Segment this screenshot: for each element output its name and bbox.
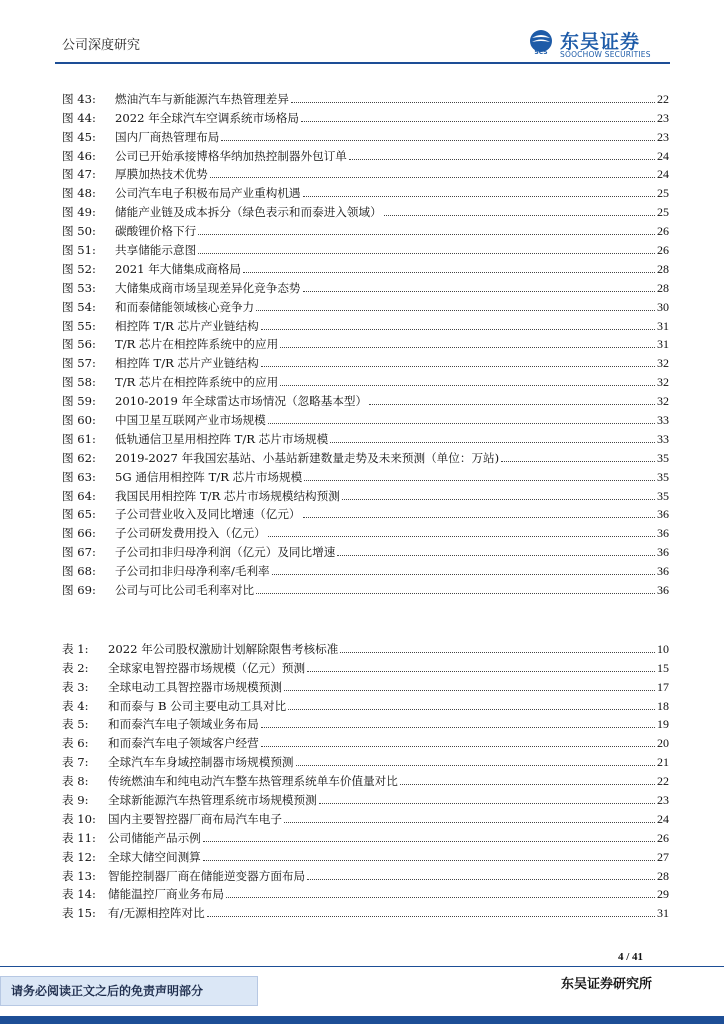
dot-leader [288, 709, 655, 710]
footer-rule [0, 966, 724, 967]
entry-label: 图 64: [62, 488, 96, 503]
entry-title: 2022 年全球汽车空调系统市场格局 [115, 110, 299, 125]
dot-leader [261, 329, 655, 330]
entry-label: 图 61: [62, 431, 96, 446]
dot-leader [280, 347, 655, 348]
toc-entry[interactable] [62, 200, 669, 219]
toc-entry[interactable] [62, 333, 669, 352]
entry-title: 子公司扣非归母净利率/毛利率 [115, 564, 270, 579]
entry-title: 公司与可比公司毛利率对比 [115, 583, 255, 598]
logo-text-en: SOOCHOW SECURITIES [560, 50, 651, 59]
entry-title: 和而泰与 B 公司主要电动工具对比 [108, 698, 287, 713]
entry-label: 图 45: [62, 129, 96, 144]
entry-title: 和而泰储能领域核心竞争力 [115, 299, 255, 314]
dot-leader [256, 310, 655, 311]
entry-label: 表 3: [62, 679, 89, 694]
entry-label: 表 14: [62, 887, 96, 902]
entry-label: 表 9: [62, 793, 89, 808]
entry-title: 传统燃油车和纯电动汽车整车热管理系统单车价值量对比 [108, 774, 398, 789]
entry-page: 18 [657, 698, 669, 713]
entry-label: 表 1: [62, 641, 89, 656]
entry-page: 28 [657, 868, 669, 883]
logo-mark-icon [527, 29, 555, 55]
dot-leader [280, 385, 655, 386]
entry-page: 24 [657, 148, 669, 163]
entry-label: 图 52: [62, 261, 96, 276]
toc-entry[interactable] [62, 578, 669, 597]
toc-entry[interactable] [62, 769, 669, 788]
entry-title: 公司储能产品示例 [108, 830, 201, 845]
dot-leader [221, 140, 655, 141]
entry-label: 表 13: [62, 868, 96, 883]
entry-title: 和而泰汽车电子领域客户经营 [108, 736, 259, 751]
entry-label: 表 7: [62, 755, 89, 770]
dot-leader [342, 499, 655, 500]
page-number: 4 / 41 [618, 951, 644, 963]
entry-title: 碳酸锂价格下行 [115, 224, 197, 239]
entry-label: 图 63: [62, 469, 96, 484]
entry-title: 厚膜加热技术优势 [115, 167, 208, 182]
entry-label: 图 57: [62, 356, 96, 371]
entry-title: 智能控制器厂商在储能逆变器方面布局 [108, 868, 306, 883]
toc-entry[interactable] [62, 731, 669, 750]
figure-index [62, 87, 669, 597]
entry-label: 图 66: [62, 526, 96, 541]
entry-page: 24 [657, 811, 669, 826]
entry-title: 储能温控厂商业务布局 [108, 887, 224, 902]
dot-leader [198, 234, 655, 235]
entry-title: 大储集成商市场呈现差异化竞争态势 [115, 280, 301, 295]
dot-leader [226, 897, 655, 898]
dot-leader [400, 784, 655, 785]
entry-page: 32 [657, 356, 669, 371]
dot-leader [307, 671, 655, 672]
entry-page: 27 [657, 849, 669, 864]
entry-title: 我国民用相控阵 T/R 芯片市场规模结构预测 [115, 488, 340, 503]
entry-page: 17 [657, 679, 669, 694]
entry-page: 36 [657, 545, 669, 560]
entry-title: 2021 年大储集成商格局 [115, 261, 241, 276]
entry-label: 表 6: [62, 736, 89, 751]
entry-label: 图 68: [62, 564, 96, 579]
toc-entry[interactable] [62, 788, 669, 807]
entry-label: 图 55: [62, 318, 96, 333]
entry-label: 图 59: [62, 394, 96, 409]
entry-page: 36 [657, 564, 669, 579]
toc-entry[interactable] [62, 826, 669, 845]
toc-entry[interactable] [62, 484, 669, 503]
toc-entry[interactable] [62, 125, 669, 144]
toc-entry[interactable] [62, 883, 669, 902]
entry-label: 表 2: [62, 660, 89, 675]
entry-title: 共享储能示意图 [115, 243, 197, 258]
entry-page: 35 [657, 469, 669, 484]
entry-label: 图 47: [62, 167, 96, 182]
entry-title: 全球汽车车身域控制器市场规模预测 [108, 755, 294, 770]
entry-title: 低轨通信卫星用相控阵 T/R 芯片市场规模 [115, 431, 329, 446]
dot-leader [501, 461, 655, 462]
entry-label: 图 53: [62, 280, 96, 295]
footer-firm-name: 东吴证券研究所 [561, 977, 653, 992]
entry-page: 30 [657, 299, 669, 314]
entry-label: 图 43: [62, 91, 96, 106]
toc-entry[interactable] [62, 238, 669, 257]
entry-title: 2022 年公司股权激励计划解除限售考核标准 [108, 641, 339, 656]
entry-title: 子公司营业收入及同比增速（亿元） [115, 507, 301, 522]
toc-entry[interactable] [62, 694, 669, 713]
entry-title: 5G 通信用相控阵 T/R 芯片市场规模 [115, 469, 303, 484]
toc-entry[interactable] [62, 845, 669, 864]
entry-label: 表 11: [62, 830, 96, 845]
dot-leader [203, 860, 655, 861]
dot-leader [268, 423, 655, 424]
entry-page: 21 [657, 755, 669, 770]
logo-mark-text: SCS [534, 49, 548, 55]
entry-page: 36 [657, 526, 669, 541]
dot-leader [261, 746, 655, 747]
entry-title: 储能产业链及成本拆分（绿色表示和而泰进入领域） [115, 205, 382, 220]
company-logo [527, 27, 677, 61]
toc-entry[interactable] [62, 163, 669, 182]
entry-title: 公司已开始承接博格华纳加热控制器外包订单 [115, 148, 347, 163]
entry-label: 表 15: [62, 906, 96, 921]
toc-entry[interactable] [62, 106, 669, 125]
toc-entry[interactable] [62, 807, 669, 826]
dot-leader [198, 253, 655, 254]
entry-page: 22 [657, 91, 669, 106]
entry-label: 图 44: [62, 110, 96, 125]
toc-entry[interactable] [62, 713, 669, 732]
entry-page: 23 [657, 129, 669, 144]
dot-leader [256, 593, 655, 594]
entry-label: 图 62: [62, 450, 96, 465]
toc-entry[interactable] [62, 389, 669, 408]
entry-label: 图 60: [62, 413, 96, 428]
entry-page: 31 [657, 906, 669, 921]
entry-title: 全球新能源汽车热管理系统市场规模预测 [108, 793, 317, 808]
entry-title: 2010-2019 年全球雷达市场情况（忽略基本型） [115, 394, 368, 409]
dot-leader [284, 822, 655, 823]
dot-leader [384, 215, 655, 216]
toc-entry[interactable] [62, 521, 669, 540]
entry-page: 19 [657, 717, 669, 732]
entry-title: 全球家电智控器市场规模（亿元）预测 [108, 660, 306, 675]
dot-leader [296, 765, 655, 766]
bottom-bar [0, 1016, 724, 1024]
toc-entry[interactable] [62, 181, 669, 200]
dot-leader [303, 291, 655, 292]
dot-leader [340, 652, 655, 653]
entry-title: 全球电动工具智控器市场规模预测 [108, 679, 282, 694]
entry-page: 32 [657, 375, 669, 390]
header-title: 公司深度研究 [62, 38, 141, 53]
entry-title: T/R 芯片在相控阵系统中的应用 [115, 337, 279, 352]
dot-leader [291, 102, 655, 103]
entry-page: 23 [657, 793, 669, 808]
entry-page: 23 [657, 110, 669, 125]
entry-page: 31 [657, 337, 669, 352]
dot-leader [272, 574, 655, 575]
entry-page: 32 [657, 394, 669, 409]
toc-entry[interactable] [62, 540, 669, 559]
entry-page: 25 [657, 186, 669, 201]
entry-title: T/R 芯片在相控阵系统中的应用 [115, 375, 279, 390]
dot-leader [349, 159, 655, 160]
entry-page: 15 [657, 660, 669, 675]
toc-entry[interactable] [62, 276, 669, 295]
toc-entry[interactable] [62, 370, 669, 389]
entry-label: 图 49: [62, 205, 96, 220]
toc-entry[interactable] [62, 219, 669, 238]
toc-entry[interactable] [62, 408, 669, 427]
entry-title: 燃油汽车与新能源汽车热管理差异 [115, 91, 289, 106]
entry-page: 25 [657, 205, 669, 220]
toc-entry[interactable] [62, 750, 669, 769]
entry-page: 26 [657, 243, 669, 258]
entry-page: 20 [657, 736, 669, 751]
toc-entry[interactable] [62, 295, 669, 314]
entry-page: 24 [657, 167, 669, 182]
dot-leader [210, 177, 655, 178]
entry-label: 表 12: [62, 849, 96, 864]
entry-title: 子公司研发费用投入（亿元） [115, 526, 266, 541]
entry-title: 全球大储空间测算 [108, 849, 201, 864]
entry-label: 图 58: [62, 375, 96, 390]
entry-title: 相控阵 T/R 芯片产业链结构 [115, 356, 259, 371]
dot-leader [307, 879, 655, 880]
entry-label: 图 46: [62, 148, 96, 163]
toc-entry[interactable] [62, 257, 669, 276]
toc-entry[interactable] [62, 314, 669, 333]
entry-page: 31 [657, 318, 669, 333]
disclaimer-banner: 请务必阅读正文之后的免责声明部分 [0, 976, 258, 1006]
entry-title: 国内主要智控器厂商布局汽车电子 [108, 811, 282, 826]
entry-title: 国内厂商热管理布局 [115, 129, 220, 144]
toc-entry[interactable] [62, 864, 669, 883]
entry-label: 图 67: [62, 545, 96, 560]
entry-page: 36 [657, 507, 669, 522]
entry-title: 中国卫星互联网产业市场规模 [115, 413, 266, 428]
toc-entry[interactable] [62, 351, 669, 370]
dot-leader [284, 690, 655, 691]
dot-leader [207, 916, 655, 917]
toc-entry[interactable] [62, 656, 669, 675]
entry-title: 子公司扣非归母净利润（亿元）及同比增速 [115, 545, 336, 560]
entry-title: 公司汽车电子积极布局产业重构机遇 [115, 186, 301, 201]
toc-entry[interactable] [62, 559, 669, 578]
toc-entry[interactable] [62, 87, 669, 106]
entry-title: 2019-2027 年我国宏基站、小基站新建数量走势及未来预测（单位：万站) [115, 450, 500, 465]
entry-page: 33 [657, 431, 669, 446]
entry-page: 26 [657, 830, 669, 845]
entry-title: 和而泰汽车电子领域业务布局 [108, 717, 259, 732]
entry-page: 36 [657, 583, 669, 598]
entry-page: 35 [657, 488, 669, 503]
toc-entry[interactable] [62, 446, 669, 465]
toc-entry[interactable] [62, 637, 669, 656]
toc-entry[interactable] [62, 503, 669, 522]
entry-label: 表 4: [62, 698, 89, 713]
entry-page: 33 [657, 413, 669, 428]
dot-leader [303, 196, 655, 197]
dot-leader [303, 517, 655, 518]
dot-leader [261, 727, 655, 728]
entry-label: 表 8: [62, 774, 89, 789]
dot-leader [369, 404, 655, 405]
entry-label: 图 56: [62, 337, 96, 352]
dot-leader [319, 803, 655, 804]
entry-page: 22 [657, 774, 669, 789]
entry-label: 表 10: [62, 811, 96, 826]
entry-page: 28 [657, 261, 669, 276]
entry-label: 图 65: [62, 507, 96, 522]
toc-entry[interactable] [62, 901, 669, 920]
dot-leader [268, 536, 655, 537]
dot-leader [203, 841, 655, 842]
entry-page: 29 [657, 887, 669, 902]
entry-title: 相控阵 T/R 芯片产业链结构 [115, 318, 259, 333]
table-index [62, 637, 669, 920]
dot-leader [243, 272, 655, 273]
toc-entry[interactable] [62, 144, 669, 163]
dot-leader [330, 442, 655, 443]
entry-label: 表 5: [62, 717, 89, 732]
entry-page: 10 [657, 641, 669, 656]
entry-label: 图 54: [62, 299, 96, 314]
header-rule [55, 62, 670, 64]
entry-label: 图 51: [62, 243, 96, 258]
entry-label: 图 69: [62, 583, 96, 598]
entry-title: 有/无源相控阵对比 [108, 906, 205, 921]
entry-label: 图 50: [62, 224, 96, 239]
toc-entry[interactable] [62, 465, 669, 484]
entry-page: 26 [657, 224, 669, 239]
entry-page: 28 [657, 280, 669, 295]
toc-entry[interactable] [62, 675, 669, 694]
entry-page: 35 [657, 450, 669, 465]
entry-label: 图 48: [62, 186, 96, 201]
logo-text-cn: 东吴证券 [560, 31, 641, 53]
toc-entry[interactable] [62, 427, 669, 446]
dot-leader [301, 121, 655, 122]
dot-leader [337, 555, 655, 556]
dot-leader [261, 366, 655, 367]
dot-leader [304, 480, 655, 481]
